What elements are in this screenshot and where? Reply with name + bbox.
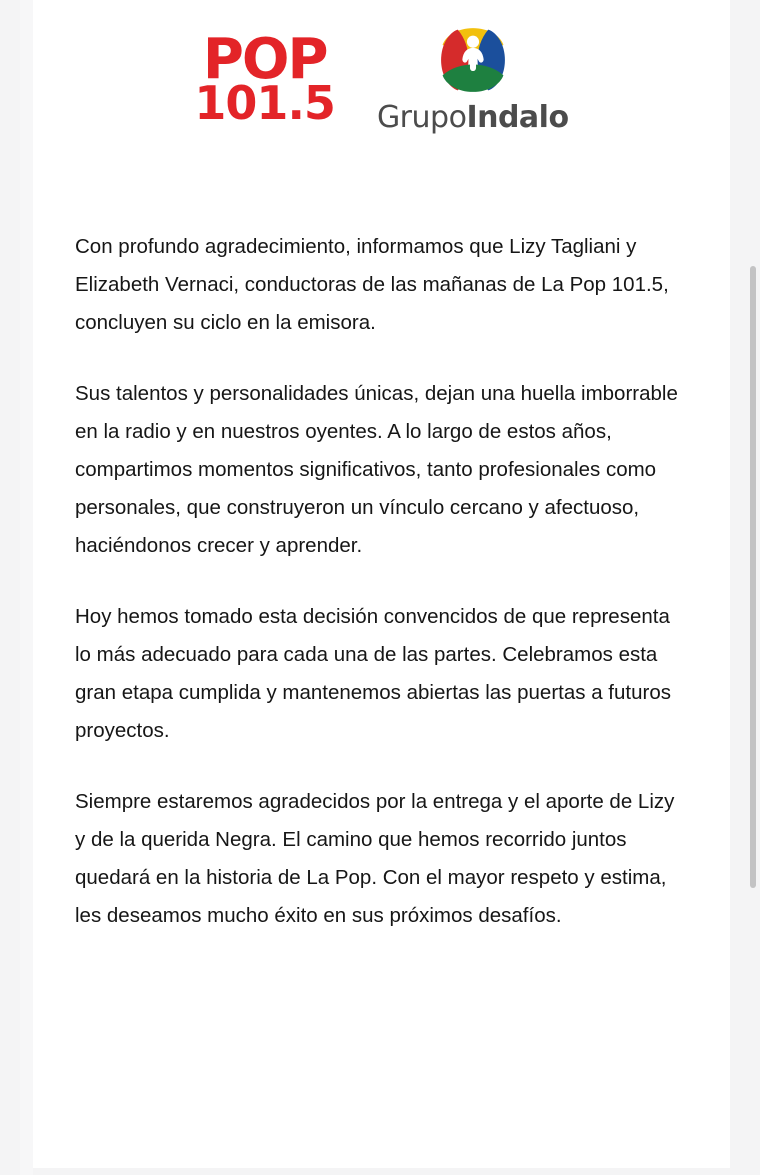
indalo-word-indalo: Indalo — [466, 100, 569, 135]
pop-1015-logo — [194, 22, 335, 131]
statement-body — [75, 228, 690, 935]
scrollbar-thumb[interactable] — [750, 266, 756, 888]
statement-card — [33, 0, 730, 1168]
statement-paragraph-1: Con profundo agradecimiento, informamos que Lizy Tagliani y Elizabeth Vernaci, conductoras de las mañanas de La Pop 101.5, concluyen su ciclo en la emisora. — [75, 235, 669, 334]
pop-logo-word: POP — [202, 27, 327, 92]
statement-paragraph-4: Siempre estaremos agradecidos por la entrega y el aporte de Lizy y de la querida Negra. El camino que hemos recorrido juntos quedará en la historia de La Pop. Con el mayor respeto y estima, les deseamos mucho éxito en sus próximos desafíos. — [75, 790, 675, 927]
pop-logo-frequency: 101.5 — [194, 76, 335, 131]
statement-paragraph-3: Hoy hemos tomado esta decisión convencidos de que representa lo más adecuado para cada una de las partes. Celebramos esta gran etapa cumplida y mantenemos abiertas las puertas a futuros proyectos. — [75, 605, 671, 742]
statement-paragraph-2: Sus talentos y personalidades únicas, dejan una huella imborrable en la radio y en nuestros oyentes. A lo largo de estos años, compartimos momentos significativos, tanto profesionales como personales, que construyeron un vínculo cercano y afectuoso, haciéndonos crecer y aprender. — [75, 382, 678, 557]
vertical-scrollbar[interactable] — [746, 0, 760, 1175]
indalo-logo-wordmark — [377, 100, 569, 135]
indalo-emblem-icon — [435, 22, 511, 98]
indalo-word-grupo: Grupo — [376, 100, 467, 135]
left-gutter — [20, 0, 33, 1175]
grupo-indalo-logo — [377, 22, 569, 135]
logo-header — [33, 22, 730, 142]
